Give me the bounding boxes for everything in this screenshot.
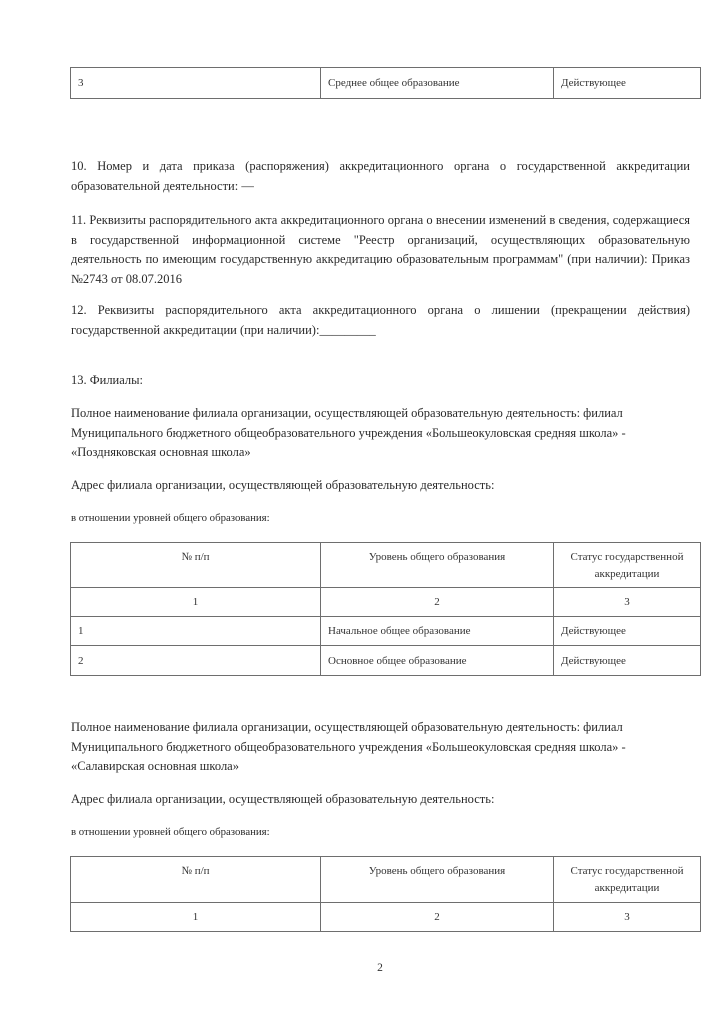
header-number: № п/п — [71, 543, 321, 588]
header-level: Уровень общего образования — [321, 857, 554, 903]
table-index-row — [71, 903, 701, 932]
education-level: Начальное общее образование — [321, 617, 554, 646]
index-2: 2 — [321, 903, 554, 932]
row-number: 3 — [71, 68, 321, 99]
index-3: 3 — [554, 588, 701, 617]
branch-1-name-line-3: «Поздняковская основная школа» — [71, 445, 251, 459]
header-number: № п/п — [71, 857, 321, 903]
accreditation-status: Действующее — [554, 617, 701, 646]
branch-1-name-line-1: Полное наименование филиала организации, осуществляющей образовательную деятельность: филиал — [71, 406, 623, 420]
section-11: 11. Реквизиты распорядительного акта аккредитационного органа о внесении изменений в сведения, содержащиеся в государственной информационной системе "Реестр организаций, осуществляющих образовательную деятельность по имеющим государственную аккредитацию образовательным программам" (при наличии): Приказ №2743 от 08.07.2016 — [71, 213, 690, 286]
branch-2-full-name — [71, 718, 711, 777]
index-1: 1 — [71, 588, 321, 617]
row-number: 2 — [71, 646, 321, 676]
branch-1-name-line-2: Муниципального бюджетного общеобразовательного учреждения «Большеокуловская средняя школа» - — [71, 425, 626, 440]
index-1: 1 — [71, 903, 321, 932]
branch-2-name-line-1: Полное наименование филиала организации, осуществляющей образовательную деятельность: филиал — [71, 720, 623, 734]
header-status: Статус государственной аккредитации — [554, 857, 701, 903]
row-number: 1 — [71, 617, 321, 646]
table-row — [71, 68, 701, 99]
page-number: 2 — [377, 962, 383, 974]
header-status: Статус государственной аккредитации — [554, 543, 701, 588]
branch-1-address-label: Адрес филиала организации, осуществляющей образовательную деятельность: — [71, 478, 495, 492]
accreditation-status: Действующее — [554, 68, 701, 99]
table-header-row — [71, 857, 701, 903]
section-10: 10. Номер и дата приказа (распоряжения) аккредитационного органа о государственной аккредитации образовательной деятельности: — — [71, 159, 690, 193]
branch-1-full-name — [71, 404, 711, 463]
branch-2-levels-table — [70, 856, 701, 932]
branch-2-name-line-3: «Салавирская основная школа» — [71, 759, 239, 773]
education-level: Среднее общее образование — [321, 68, 554, 99]
section-12: 12. Реквизиты распорядительного акта аккредитационного органа о лишении (прекращении действия) государственной аккредитации (при наличии):_________ — [71, 303, 690, 337]
branch-2-name-line-2: Муниципального бюджетного общеобразовательного учреждения «Большеокуловская средняя школа» - — [71, 739, 626, 754]
branch-2-address-label: Адрес филиала организации, осуществляющей образовательную деятельность: — [71, 792, 495, 806]
index-3: 3 — [554, 903, 701, 932]
index-2: 2 — [321, 588, 554, 617]
table-header-row — [71, 543, 701, 588]
branch-2-levels-label: в отношении уровней общего образования: — [71, 826, 270, 838]
section-13-heading: 13. Филиалы: — [71, 373, 144, 387]
branch-1-levels-label: в отношении уровней общего образования: — [71, 512, 270, 524]
accreditation-status: Действующее — [554, 646, 701, 676]
header-level: Уровень общего образования — [321, 543, 554, 588]
branch-1-levels-table — [70, 542, 701, 676]
table-row — [71, 617, 701, 646]
education-level: Основное общее образование — [321, 646, 554, 676]
table-index-row — [71, 588, 701, 617]
levels-table-continued — [70, 67, 701, 99]
table-row — [71, 646, 701, 676]
